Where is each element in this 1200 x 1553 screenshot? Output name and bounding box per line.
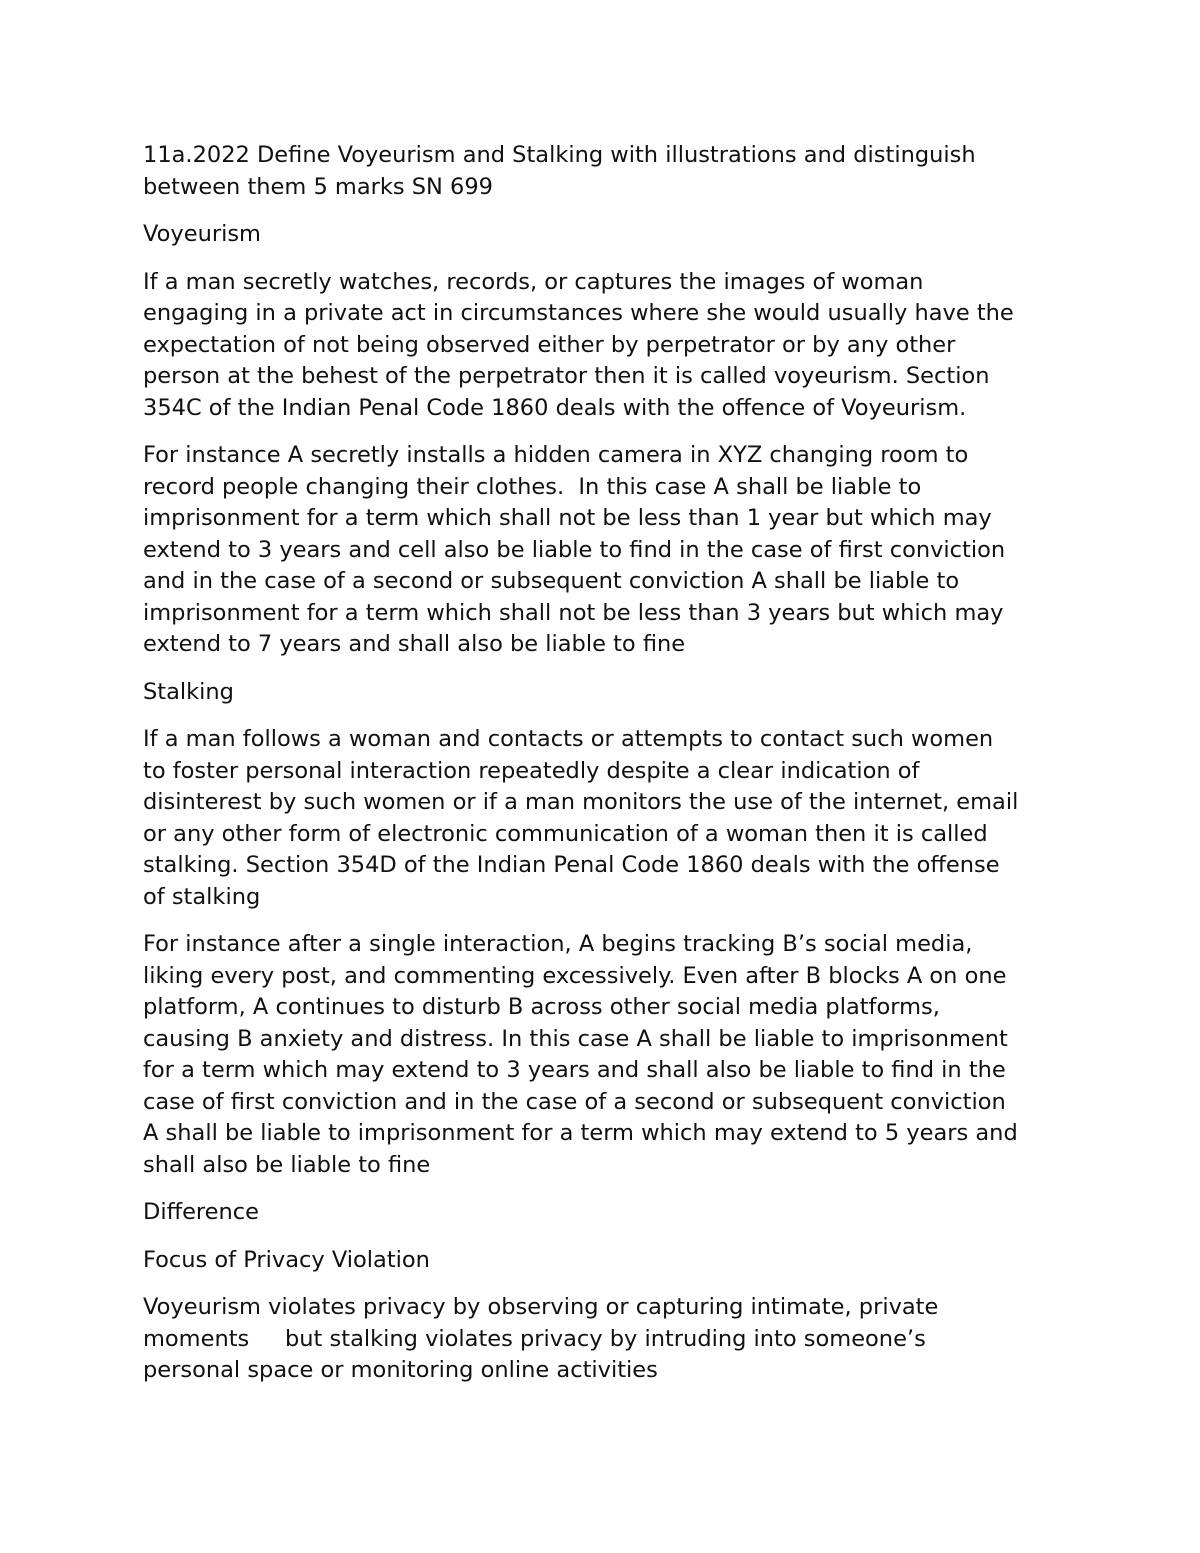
focus-heading: Focus of Privacy Violation — [143, 1246, 430, 1273]
difference-heading: Difference — [143, 1199, 259, 1225]
question-title: 11a.2022 Define Voyeurism and Stalking with illustrations and distinguish between them 5 marks SN 699 — [143, 142, 976, 200]
voyeurism-definition: If a man secretly watches, records, or captures the images of woman engaging in a private act in circumstances where she would usually have the expectation of not being observed either by perpetrator or by any other person at the behest of the perpetrator then it is called voyeurism. Section 354C of the Indian Penal Code 1860 deals with the offence of Voyeurism. — [143, 268, 1014, 421]
voyeurism-example: For instance A secretly installs a hidden camera in XYZ changing room to record people changing their clothes. In this case A shall be liable to imprisonment for a term which shall not be less than 1 year but which may extend to 3 years and cell also be liable to find in the case of first conviction and in the case of a second or subsequent conviction A shall be liable to imprisonment for a term which shall not be less than 3 years but which may extend to 7 years and shall also be liable to fine — [143, 442, 1006, 657]
focus-text: Voyeurism violates privacy by observing or capturing intimate, private moments but stalking violates privacy by intruding into someone’s personal space or monitoring online activities — [143, 1294, 939, 1383]
voyeurism-heading: Voyeurism — [143, 221, 261, 247]
document-page — [143, 140, 1068, 1403]
stalking-heading: Stalking — [143, 678, 234, 705]
stalking-definition: If a man follows a woman and contacts or attempts to contact such women to foster personal interaction repeatedly despite a clear indication of disinterest by such women or if a man monitors the use of the internet, email or any other form of electronic communication of a woman then it is called stalking. Section 354D of the Indian Penal Code 1860 deals with the offense of stalking — [143, 726, 1019, 910]
stalking-example: For instance after a single interaction, A begins tracking B’s social media, liking every post, and commenting excessively. Even after B blocks A on one platform, A continues to disturb B across other social media platforms, causing B anxiety and distress. In this case A shall be liable to imprisonment for a term which may extend to 3 years and shall also be liable to find in the case of first conviction and in the case of a second or subsequent conviction A shall be liable to imprisonment for a term which may extend to 5 years and shall also be liable to fine — [143, 931, 1018, 1178]
